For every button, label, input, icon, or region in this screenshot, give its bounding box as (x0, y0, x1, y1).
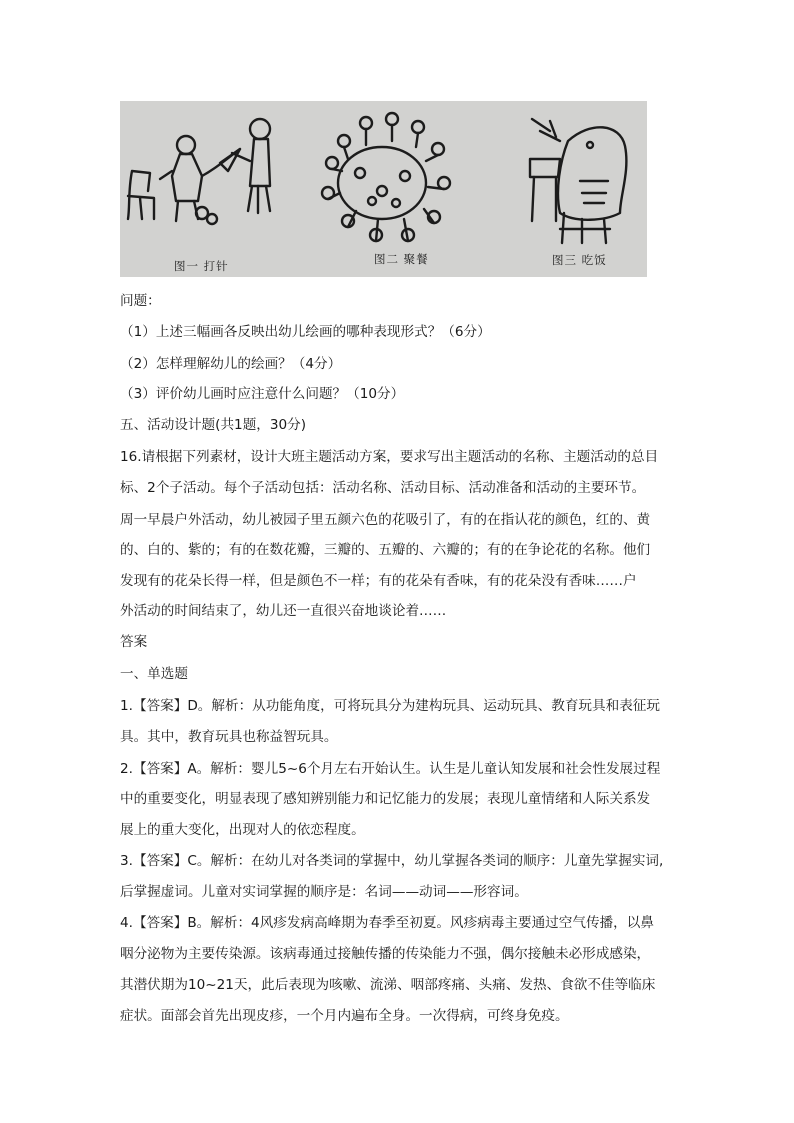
section-five-line-4: 的、白的、紫的；有的在数花瓣，三瓣的、五瓣的、六瓣的；有的在争论花的名称。他们 (120, 542, 651, 558)
caption-figure-3: 图三 吃饭 (552, 253, 607, 267)
section-five-title: 五、活动设计题(共1题，30分) (120, 417, 307, 433)
children-drawings-figure (120, 101, 647, 277)
question-item-1: （1）上述三幅画各反映出幼儿绘画的哪种表现形式？（6分） (120, 324, 491, 340)
answer-line-9: 咽分泌物为主要传染源。该病毒通过接触传播的传染能力不强，偶尔接触未必形成感染， (120, 946, 651, 962)
section-five-line-3: 周一早晨户外活动，幼儿被园子里五颜六色的花吸引了，有的在指认花的颜色，红的、黄 (120, 512, 651, 528)
answer-line-8: 4.【答案】B。解析：4风疹发病高峰期为春季至初夏。风疹病毒主要通过空气传播，以鼻 (120, 915, 654, 931)
question-item-3: （3）评价幼儿画时应注意什么问题？（10分） (120, 386, 405, 402)
question-heading: 问题： (120, 293, 161, 309)
section-five-line-1: 16.请根据下列素材，设计大班主题活动方案，要求写出主题活动的名称、主题活动的总目 (120, 449, 659, 465)
answer-line-4: 中的重要变化，明显表现了感知辨别能力和记忆能力的发展；表现儿童情绪和人际关系发 (120, 791, 651, 807)
answer-line-5: 展上的重大变化，出现对人的依恋程度。 (120, 822, 365, 838)
answer-line-3: 2.【答案】A。解析：婴儿5~6个月左右开始认生。认生是儿童认知发展和社会性发展过程 (120, 761, 661, 777)
caption-figure-1: 图一 打针 (174, 259, 229, 273)
question-item-2: （2）怎样理解幼儿的绘画？（4分） (120, 356, 342, 372)
answer-line-10: 其潜伏期为10~21天，此后表现为咳嗽、流涕、咽部疼痛、头痛、发热、食欲不佳等临床 (120, 977, 656, 993)
answer-line-7: 后掌握虚词。儿童对实词掌握的顺序是：名词——动词——形容词。 (120, 884, 528, 900)
answer-line-11: 症状。面部会首先出现皮疹，一个月内遍布全身。一次得病，可终身免疫。 (120, 1008, 569, 1024)
section-five-line-6: 外活动的时间结束了，幼儿还一直很兴奋地谈论着…… (120, 603, 447, 619)
caption-figure-2: 图二 聚餐 (374, 252, 429, 266)
section-five-line-5: 发现有的花朵长得一样，但是颜色不一样；有的花朵有香味，有的花朵没有香味……户 (120, 573, 637, 589)
section-five-line-2: 标、2个子活动。每个子活动包括：活动名称、活动目标、活动准备和活动的主要环节。 (120, 480, 646, 496)
answer-line-6: 3.【答案】C。解析：在幼儿对各类词的掌握中，幼儿掌握各类词的顺序：儿童先掌握实词, (120, 853, 664, 869)
answer-line-1: 1.【答案】D。解析：从功能角度，可将玩具分为建构玩具、运动玩具、教育玩具和表征玩 (120, 698, 660, 714)
answers-title: 答案 (120, 634, 148, 650)
answers-section-one: 一、单选题 (120, 666, 188, 682)
answer-line-2: 具。其中，教育玩具也称益智玩具。 (120, 729, 338, 745)
